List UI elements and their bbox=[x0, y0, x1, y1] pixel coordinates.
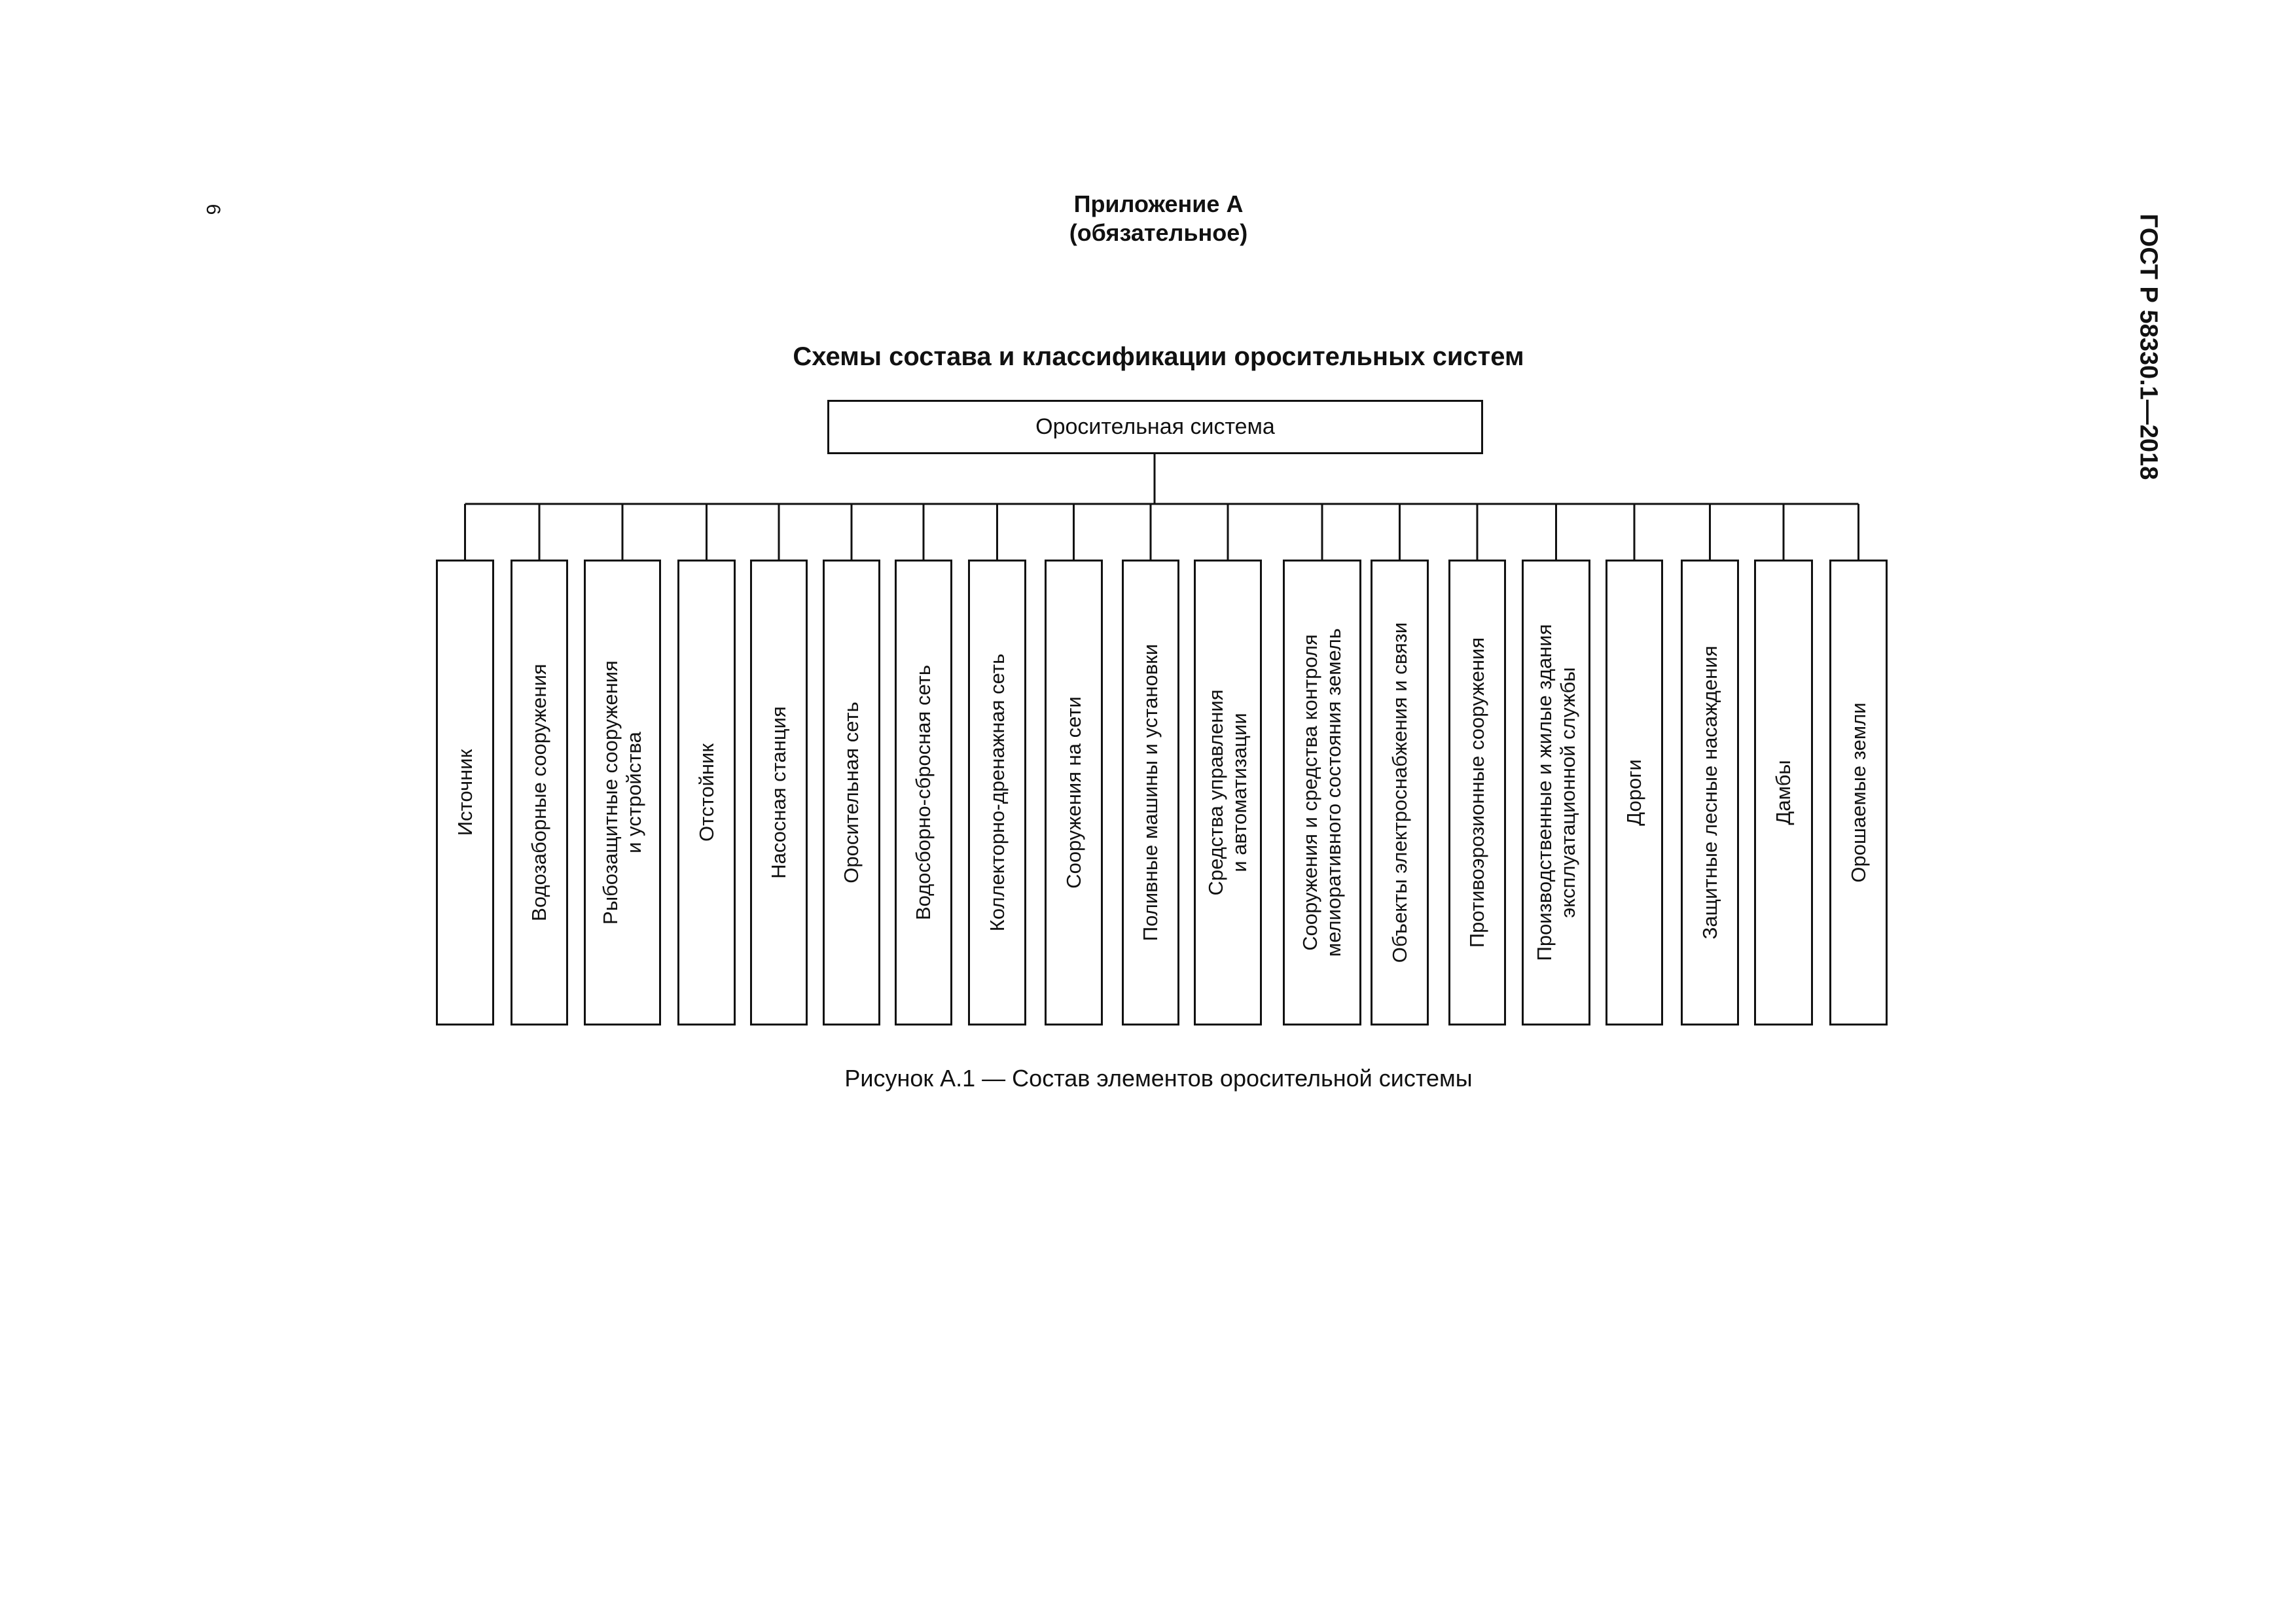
element-node-label: Дамбы bbox=[1772, 760, 1795, 825]
element-node bbox=[750, 560, 808, 1026]
element-node-label: Оросительная сеть bbox=[840, 702, 863, 883]
element-node-label: Сооружения на сети bbox=[1062, 696, 1085, 889]
element-node-label: Противоэрозионные сооружения bbox=[1465, 637, 1488, 948]
element-node bbox=[1194, 560, 1262, 1026]
appendix-status: (обязательное) bbox=[1069, 219, 1248, 246]
element-node bbox=[1045, 560, 1103, 1026]
element-node bbox=[584, 560, 661, 1026]
element-node bbox=[511, 560, 568, 1026]
element-node bbox=[1122, 560, 1179, 1026]
element-node bbox=[895, 560, 952, 1026]
element-node-label: Защитные лесные насаждения bbox=[1698, 645, 1721, 940]
element-node-label: Объекты электроснабжения и связи bbox=[1388, 622, 1411, 963]
element-node-label: Орошаемые земли bbox=[1846, 702, 1870, 883]
element-node-label: Коллекторно-дренажная сеть bbox=[985, 653, 1009, 932]
element-node bbox=[436, 560, 494, 1026]
element-node-label: Рыбозащитные сооружения и устройства bbox=[599, 660, 645, 925]
root-node-label: Оросительная система bbox=[1035, 414, 1275, 439]
element-node bbox=[1371, 560, 1429, 1026]
element-node bbox=[1829, 560, 1888, 1026]
element-node bbox=[1448, 560, 1506, 1026]
element-node bbox=[1605, 560, 1663, 1026]
element-node bbox=[968, 560, 1026, 1026]
root-node bbox=[827, 400, 1483, 454]
page-number: 6 bbox=[202, 204, 224, 215]
element-node bbox=[823, 560, 880, 1026]
element-node bbox=[1522, 560, 1590, 1026]
figure-caption: Рисунок А.1 — Состав элементов оросительной системы bbox=[844, 1065, 1473, 1092]
element-node-label: Водосборно-сбросная сеть bbox=[912, 664, 935, 921]
element-node-label: Отстойник bbox=[694, 743, 718, 842]
element-node bbox=[1283, 560, 1361, 1026]
element-node-label: Водозаборные сооружения bbox=[528, 664, 550, 921]
element-node bbox=[677, 560, 736, 1026]
element-node-label: Средства управления и автоматизации bbox=[1204, 689, 1251, 896]
gost-code-text: ГОСТ Р 58330.1—2018 bbox=[2134, 213, 2162, 480]
element-node-label: Поливные машины и установки bbox=[1139, 643, 1162, 942]
appendix-title: Приложение А bbox=[1073, 190, 1244, 217]
element-node bbox=[1754, 560, 1813, 1026]
element-node-label: Насосная станция bbox=[767, 706, 790, 879]
element-node-label: Дороги bbox=[1623, 759, 1645, 826]
element-node-label: Источник bbox=[453, 749, 476, 836]
element-node-label: Производственные и жилые здания эксплуатационной службы bbox=[1532, 624, 1579, 961]
element-node-label: Сооружения и средства контроля мелиоративного состояния земель bbox=[1299, 628, 1345, 957]
scheme-title: Схемы состава и классификации оросительных систем bbox=[793, 342, 1524, 371]
element-node bbox=[1681, 560, 1739, 1026]
